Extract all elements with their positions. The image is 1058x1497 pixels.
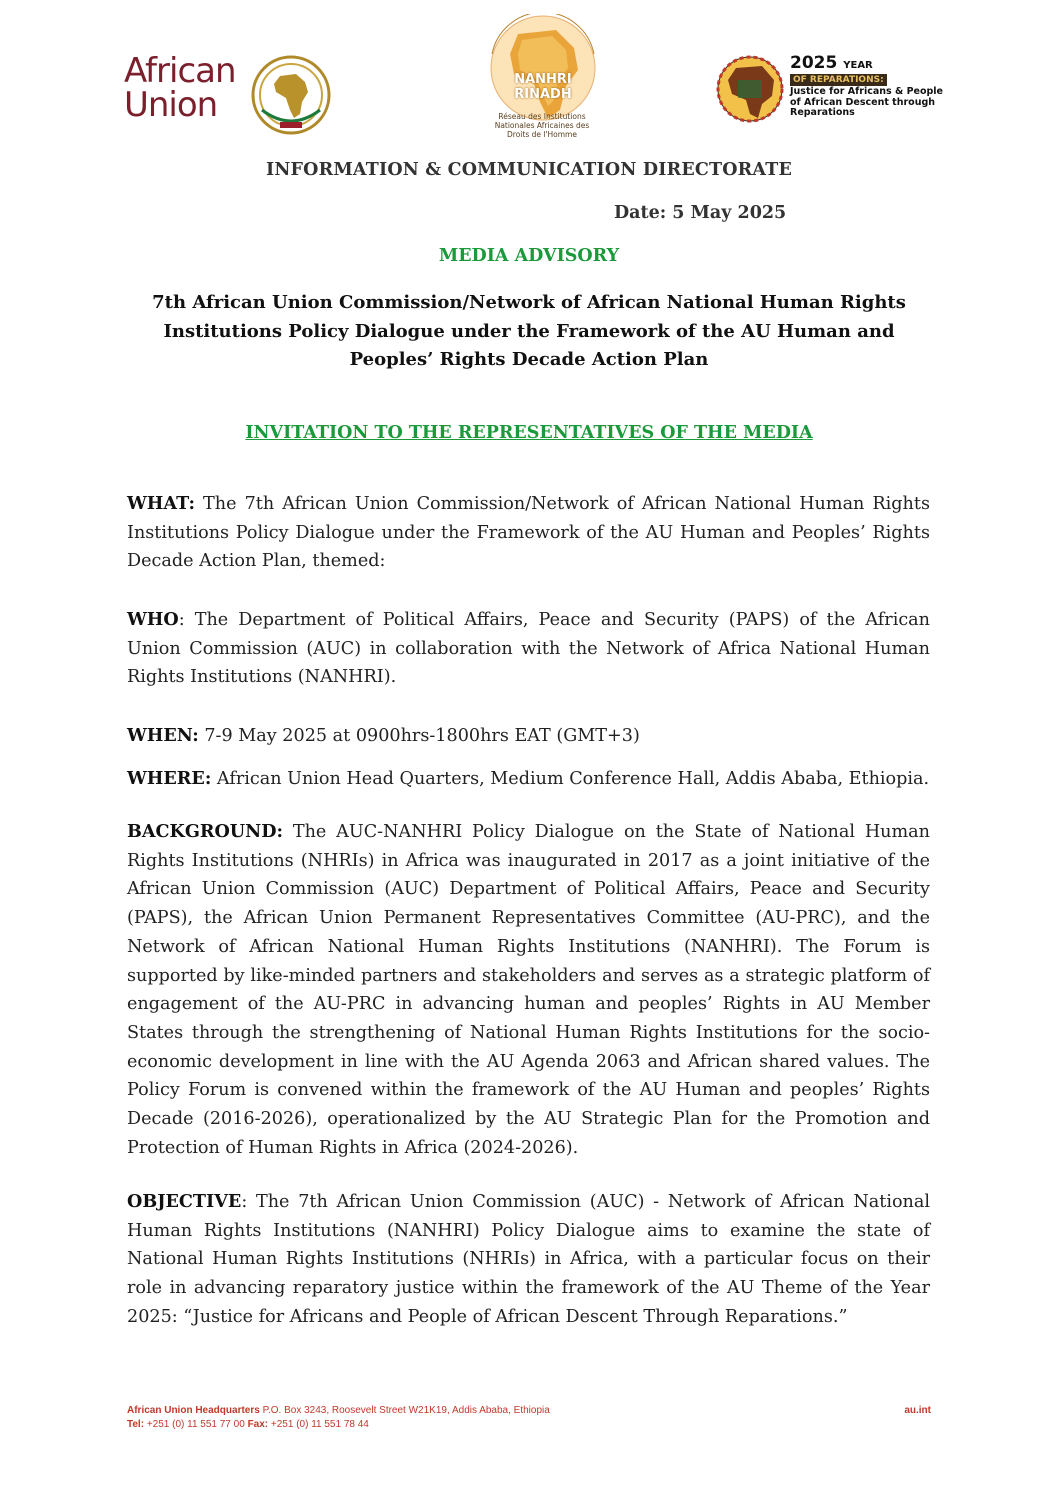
footer-address-line [127,1404,931,1418]
document-title: 7th African Union Commission/Network of African National Human Rights Institutions Policy Dialogue under the Framework of the AU Human and Peoples’ Rights Decade Action Plan [152,292,906,370]
nanhri-name-line2: RINADH [514,87,572,102]
yor-subtitle: OF REPARATIONS: [790,74,887,86]
nanhri-caption: Réseau des Institutions Nationales Africaines des Droits de l'Homme [494,112,590,139]
objective-text: : The 7th African Union Commission (AUC) - Network of African National Human Rights Institutions (NANHRI) Policy Dialogue aims to examine the state of National Human Rights Institutions (NHRIs) in Africa, with a particular focus on their role in advancing reparatory justice within the framework of the AU Theme of the Year 2025: “Justice for Africans and People of African Descent Through Reparations.” [127,1192,930,1327]
when-label: WHEN: [127,725,199,746]
objective-paragraph [127,1188,930,1332]
nanhri-name-line1: NANHRI [514,72,572,87]
page-footer [127,1404,931,1432]
media-advisory-heading: MEDIA ADVISORY [438,246,620,266]
au-logo-text [124,51,236,125]
au-emblem-icon [250,54,332,136]
what-text: The 7th African Union Commission/Network of African National Human Rights Institutions Policy Dialogue under the Framework of the AU Human and Peoples’ Rights Decade Action Plan, themed: [127,494,930,572]
what-label: WHAT: [127,493,196,514]
directorate-heading: INFORMATION & COMMUNICATION DIRECTORATE [265,160,793,180]
nanhri-logo [478,14,608,144]
year-of-reparations-badge-icon [716,54,784,124]
au-logo-line2: Union [124,85,218,125]
year-of-reparations-logo [716,54,946,144]
year-of-reparations-title [790,54,873,75]
logo-bar [0,14,1058,139]
who-text: : The Department of Political Affairs, Peace and Security (PAPS) of the African Union Commission (AUC) in collaboration with the Network of Africa National Human Rights Institutions (NANHRI). [127,610,930,688]
footer-tel: +251 (0) 11 551 77 00 [144,1419,248,1430]
where-label: WHERE: [127,768,212,789]
background-label: BACKGROUND: [127,821,283,842]
when-paragraph [127,722,930,751]
background-paragraph [127,818,930,1162]
what-paragraph [127,490,930,576]
yor-year: 2025 [790,53,838,73]
footer-fax: +251 (0) 11 551 78 44 [268,1419,369,1430]
au-logo-line1: African [124,51,236,91]
african-union-logo [124,51,334,144]
yor-year-suffix: YEAR [843,60,873,71]
document-date: Date: 5 May 2025 [614,203,787,223]
footer-fax-label: Fax: [247,1419,269,1430]
where-text: African Union Head Quarters, Medium Conference Hall, Addis Ababa, Ethiopia. [211,769,930,789]
objective-label: OBJECTIVE [127,1191,242,1212]
footer-contact-line [127,1418,931,1432]
footer-website-link[interactable]: au.int [904,1405,931,1416]
footer-tel-label: Tel: [127,1419,145,1430]
who-label: WHO [127,609,179,630]
footer-hq-label: African Union Headquarters [127,1405,260,1416]
footer-address: P.O. Box 3243, Roosevelt Street W21K19, Addis Ababa, Ethiopia [259,1405,550,1416]
nanhri-name [478,72,608,102]
when-text: 7-9 May 2025 at 0900hrs-1800hrs EAT (GMT+3) [198,726,640,746]
invitation-heading: INVITATION TO THE REPRESENTATIVES OF THE MEDIA [245,423,813,443]
background-text: The AUC-NANHRI Policy Dialogue on the State of National Human Rights Institutions (NHRIs) in Africa was inaugurated in 2017 as a joint initiative of the African Union Commission (AUC) Department of Political Affairs, Peace and Security (PAPS), the African Union Permanent Representatives Committee (AU-PRC), and the Network of African National Human Rights Institutions (NANHRI). The Forum is supported by like-minded partners and stakeholders and serves as a strategic platform of engagement of the AU-PRC in advancing human and peoples’ Rights in AU Member States through the strengthening of National Human Rights Institutions for the socio-economic development in line with the AU Agenda 2063 and African shared values. The Policy Forum is convened within the framework of the AU Human and peoples’ Rights Decade (2016-2026), operationalized by the AU Strategic Plan for the Promotion and Protection of Human Rights in Africa (2024-2026). [127,822,930,1158]
where-paragraph [127,765,930,794]
who-paragraph [127,606,930,692]
yor-text: Justice for Africans & People of African Descent through Reparations [790,86,944,118]
